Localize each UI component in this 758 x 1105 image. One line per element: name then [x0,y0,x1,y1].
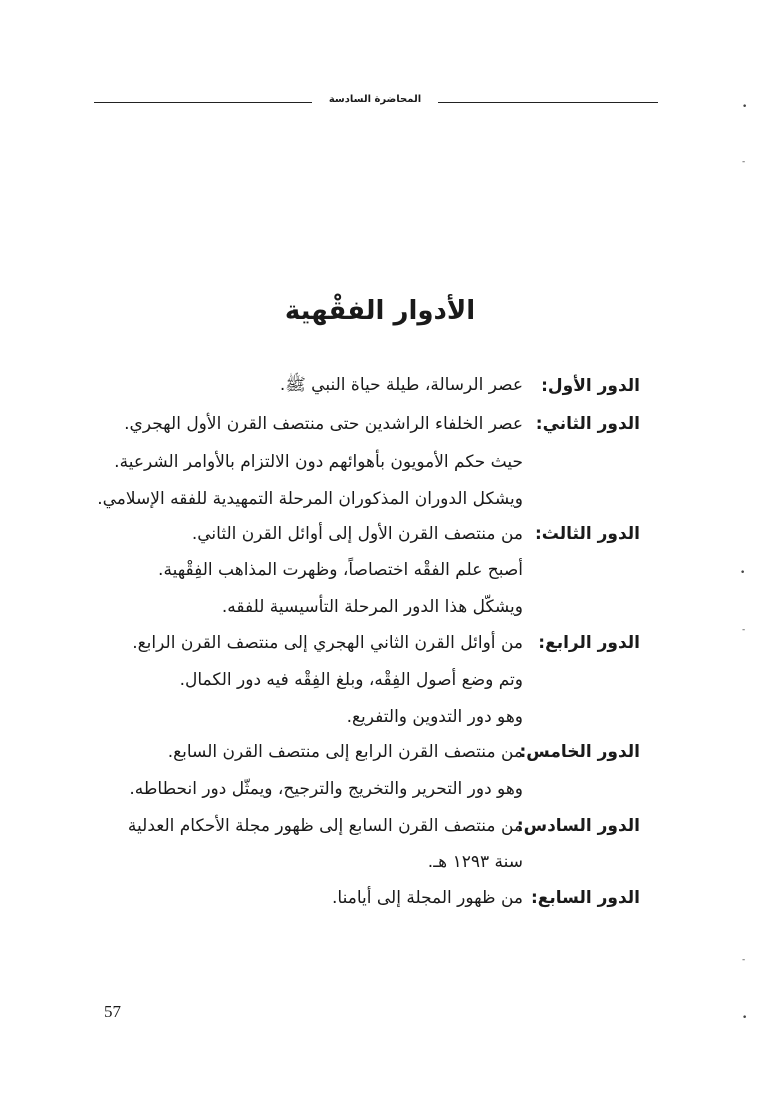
period-text: أصبح علم الفقْه اختصاصاً، وظهرت المذاهب الفِقْهية. [158,560,523,580]
scan-speck: - [742,157,746,167]
period-row-continued [90,844,640,880]
period-text: وتم وضع أصول الفِقْه، وبلغ الفِقْه فيه دور الكمال. [179,670,523,690]
scan-speck: - [742,955,746,965]
page-title: الأدوار الفقْهية [284,296,476,326]
period-row [90,625,640,661]
period-label: الدور السابع: [531,888,640,908]
period-text: من منتصف القرن الأول إلى أوائل القرن الثاني. [191,524,523,544]
period-text: من منتصف القرن الرابع إلى منتصف القرن السابع. [167,742,523,762]
period-row-continued [90,662,640,698]
scan-speck: • [740,568,746,578]
period-row [90,516,640,552]
header-rule-left [94,102,312,103]
period-label: الدور الأول: [541,376,640,396]
period-text: عصر الرسالة، طيلة حياة النبي ﷺ. [279,374,523,395]
period-text: من ظهور المجلة إلى أيامنا. [332,888,523,908]
scan-speck: • [742,1013,748,1023]
period-row [90,880,640,916]
period-label: الدور الثاني: [535,414,640,434]
scan-speck: - [742,625,746,635]
header-rule-right [438,102,658,103]
period-text: من أوائل القرن الثاني الهجري إلى منتصف القرن الرابع. [132,633,523,653]
period-label: الدور السادس: [516,816,640,836]
period-row [90,734,640,770]
period-label: الدور الرابع: [538,633,640,653]
period-label: الدور الثالث: [534,524,640,544]
period-text: وهو دور التحرير والتخريج والترجيح، ويمثّل دور انحطاطه. [129,779,523,799]
period-row [90,808,640,844]
period-text: عصر الخلفاء الراشدين حتى منتصف القرن الأول الهجري. [124,414,523,434]
period-text: ويشكّل هذا الدور المرحلة التأسيسية للفقه. [221,597,523,617]
period-row-continued [90,589,640,625]
period-text: وهو دور التدوين والتفريع. [346,707,523,727]
period-text: ويشكل الدوران المذكوران المرحلة التمهيدية للفقه الإسلامي. [97,489,523,509]
period-row-continued [90,481,640,517]
period-row-continued [90,444,640,480]
page-number: 57 [104,1002,121,1021]
running-header: المحاضرة السادسة [328,94,422,105]
period-text: سنة ١٢٩٣ هـ. [427,852,523,872]
period-row [90,406,640,442]
period-row [90,368,640,404]
period-row-continued [90,552,640,588]
period-row-continued [90,771,640,807]
period-row-continued [90,699,640,735]
period-text: حيث حكم الأمويون بأهوائهم دون الالتزام بالأوامر الشرعية. [114,452,523,472]
period-label: الدور الخامس: [519,742,640,762]
scan-speck: • [742,102,748,112]
period-text: من منتصف القرن السابع إلى ظهور مجلة الأحكام العدلية [127,816,523,836]
